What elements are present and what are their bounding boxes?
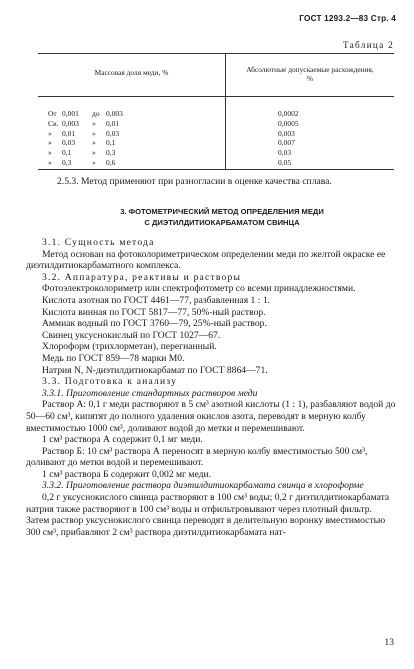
table-column-divider — [225, 54, 226, 169]
document-body — [26, 237, 396, 538]
table-cell: 0,0002 — [278, 109, 299, 118]
list-item: Натрия N, N-диэтилдитиокарбамат по ГОСТ 8864—71. — [42, 364, 268, 376]
clause-3-3-1-heading: 3.3.1. Приготовление стандартных растворов меди — [42, 387, 258, 399]
list-item: Аммиак водный по ГОСТ 3760—79, 25%-ный раствор. — [42, 318, 267, 330]
clause-3-3-2-text: 0,2 г уксуснокислого свинца растворяют в 100 см³ воды; 0,2 г диэтилдитиокарбамата натрия также растворяют в 100 см³ воды и отфильтровывают через плотный фильтр. Затем раствор уксуснокислого свинца переводят в делительную воронку вместимостью 300 см³, прибавляют 2 см³ раствора диэтилдитиокарбамата нат- — [26, 492, 390, 538]
list-item: Свинец уксуснокислый по ГОСТ 1027—67. — [42, 329, 221, 341]
clause-3-3-2-heading: 3.3.2. Приготовление раствора диэтилдитиокарбамата свинца в хлороформе — [42, 480, 364, 492]
table-row: » 0,3 » 0,6 — [48, 157, 116, 167]
column-header-tolerance — [228, 66, 392, 83]
table-caption: Таблица 2 — [343, 40, 394, 50]
table-cell: 0,0005 — [278, 118, 299, 128]
copper-ranges — [48, 109, 123, 168]
table-cell: 0,03 — [278, 148, 292, 158]
tolerance-values — [278, 109, 299, 168]
list-item: Кислота азотная по ГОСТ 4461—77, разбавленная 1 : 1. — [42, 294, 271, 306]
solution-a-text: Раствор А: 0,1 г меди растворяют в 5 см³ азотной кислоты (1 : 1), разбавляют водой до 50—60 см³, кипятят до полного удаления окислов азота, переводят в мерную колбу вместимостью 1000 см³, доливают водой до метки и перемешивают. — [26, 399, 396, 434]
list-item: Хлороформ (трихлорметан), перегнанный. — [42, 341, 217, 353]
section-title — [44, 206, 400, 228]
solution-b-note: 1 см³ раствора Б содержит 0,002 мг меди. — [42, 468, 212, 480]
page-header: ГОСТ 1293.2—83 Стр. 4 — [299, 14, 396, 23]
solution-a-note: 1 см³ раствора А содержит 0,1 мг меди. — [42, 434, 203, 446]
table-cell: 0,003 — [278, 128, 295, 138]
section-title-line1: 3. ФОТОМЕТРИЧЕСКИЙ МЕТОД ОПРЕДЕЛЕНИЯ МЕДИ — [120, 207, 324, 216]
table-row: Св. 0,003 » 0,01 — [48, 118, 120, 128]
solution-b-text: Раствор Б: 10 см³ раствора А переносят в мерную колбу вместимостью 500 см³, доливают до метки водой и перемешивают. — [26, 445, 368, 469]
list-item: Фотоэлектроколориметр или спектрофотометр со всеми принадлежностями. — [42, 283, 356, 295]
tolerance-table — [38, 53, 394, 170]
clause-3-3-heading: 3.3. Подготовка к анализу — [42, 376, 178, 388]
clause-3-1-text: Метод основан на фотоколориметрическом определении меди по желтой окраске ее диэтилдитиокарбаматного комплекса. — [26, 248, 386, 272]
table-cell: 0,007 — [278, 138, 295, 148]
page-number: 13 — [384, 637, 394, 648]
list-item: Медь по ГОСТ 859—78 марки М0. — [42, 352, 185, 364]
table-row: » 0,03 » 0,1 — [48, 138, 116, 148]
table-row: » 0,1 » 0,3 — [48, 148, 116, 158]
clause-3-1-heading: 3.1. Сущность метода — [42, 237, 155, 248]
list-item: Кислота винная по ГОСТ 5817—77, 50%-ный раствор. — [42, 306, 266, 318]
table-row: От 0,001 до 0,003 — [48, 109, 123, 118]
clause-3-2-heading: 3.2. Аппаратура, реактивы и растворы — [42, 271, 242, 283]
column-header-copper: Массовая доля меди, % — [94, 68, 169, 77]
clause-2-5-3: 2.5.3. Метод применяют при разногласии в оценке качества сплава. — [57, 176, 332, 187]
table-row: » 0,01 » 0,03 — [48, 128, 120, 138]
section-title-line2: С ДИЭТИЛДИТИОКАРБАМАТОМ СВИНЦА — [144, 218, 300, 227]
table-cell: 0,05 — [278, 157, 292, 167]
column-header-tolerance-line2: % — [306, 73, 314, 83]
column-header-tolerance-line1: Абсолютные допускаемые расхождения, — [246, 65, 374, 74]
